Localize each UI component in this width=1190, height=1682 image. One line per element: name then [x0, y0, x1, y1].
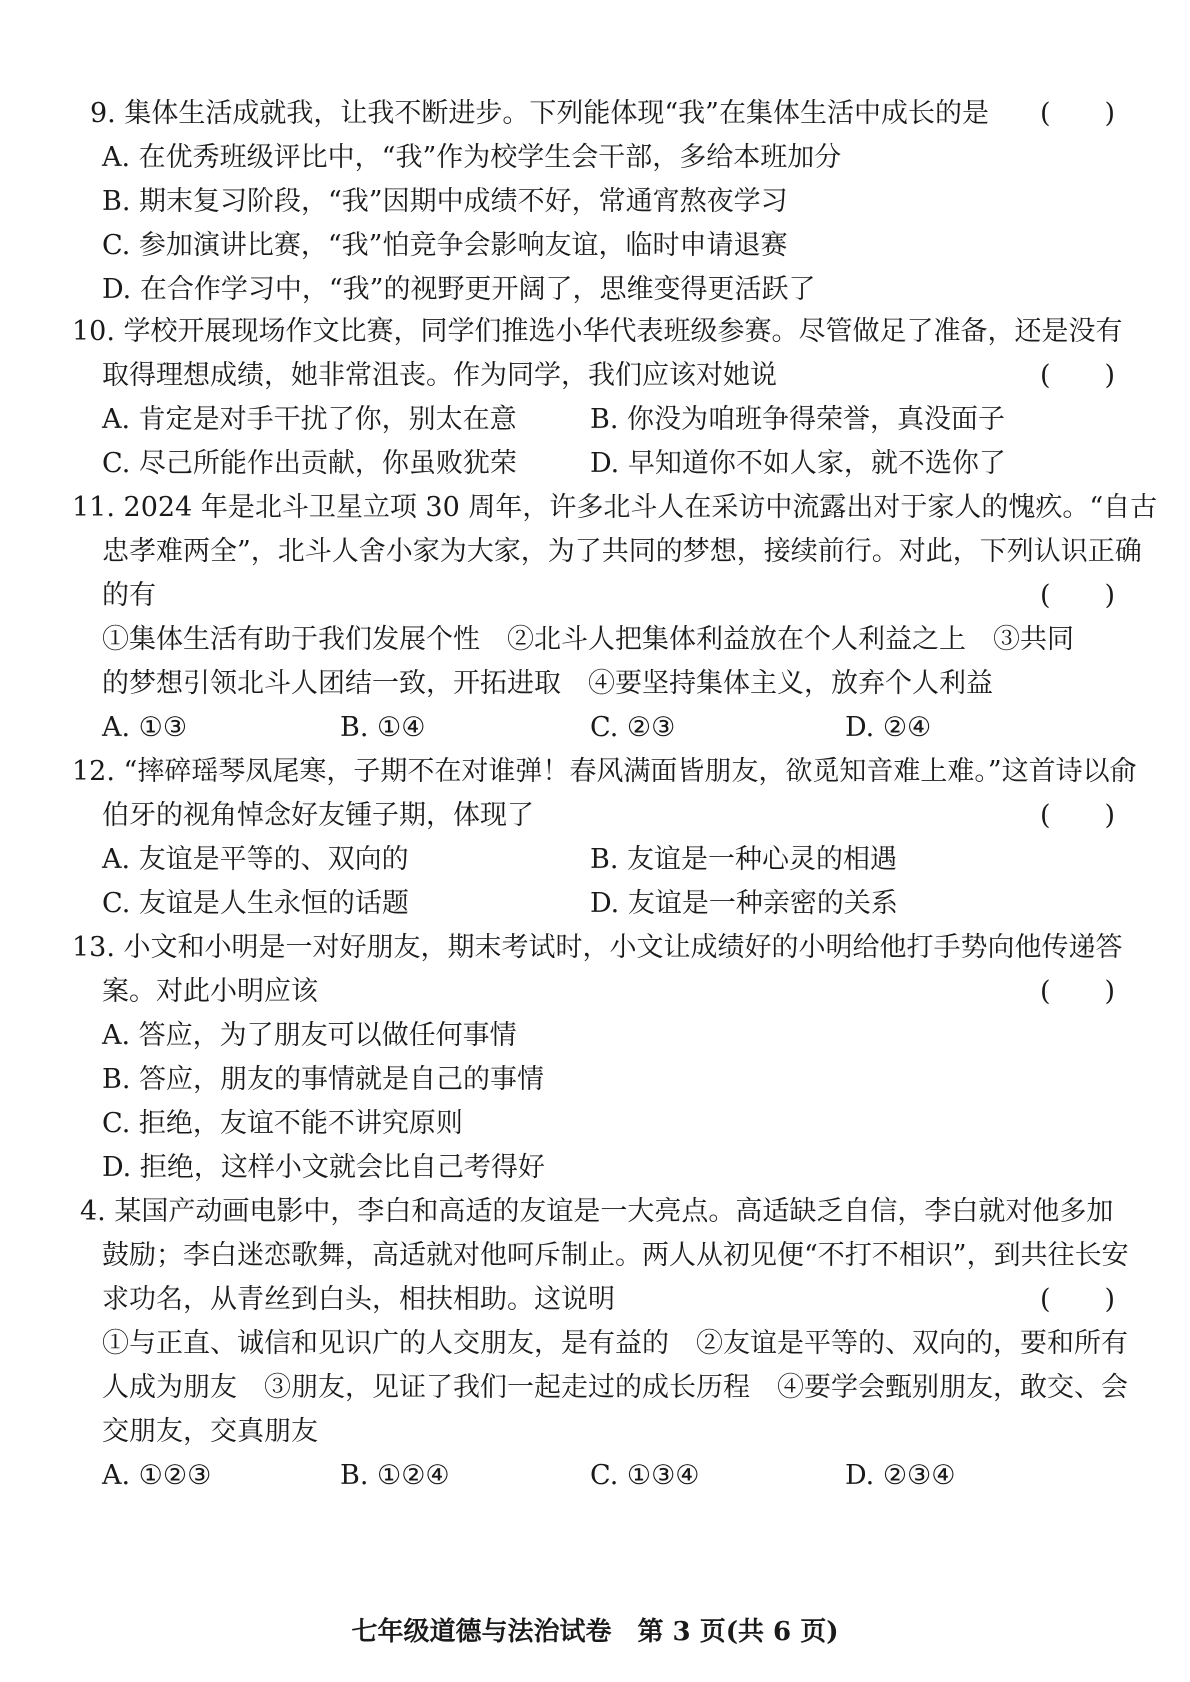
question-stem: 11. 2024 年是北斗卫星立项 30 周年，许多北斗人在采访中流露出对于家人的愧疚。“自古 — [72, 492, 1158, 523]
statement-items: 交朋友，交真朋友 — [102, 1416, 318, 1447]
option-a: A. ①②③ — [102, 1460, 212, 1491]
option-b: B. ①④ — [340, 712, 426, 743]
option-c: C. 尽己所能作出贡献，你虽败犹荣 — [102, 448, 517, 479]
option-c: C. 友谊是人生永恒的话题 — [102, 888, 409, 919]
statement-items: 人成为朋友 ③朋友，见证了我们一起走过的成长历程 ④要学会甄别朋友，敢交、会 — [102, 1372, 1128, 1403]
question-stem: 取得理想成绩，她非常沮丧。作为同学，我们应该对她说 — [102, 360, 777, 391]
option-c: C. 拒绝，友谊不能不讲究原则 — [102, 1108, 463, 1139]
option-d: D. ②④ — [845, 712, 932, 743]
option-c: C. ②③ — [590, 712, 676, 743]
option-b: B. 答应，朋友的事情就是自己的事情 — [102, 1064, 545, 1095]
answer-bracket: ( ) — [1040, 800, 1116, 831]
option-b: B. 期末复习阶段，“我”因期中成绩不好，常通宵熬夜学习 — [102, 186, 788, 217]
option-a: A. 友谊是平等的、双向的 — [102, 844, 409, 875]
option-d: D. 友谊是一种亲密的关系 — [590, 888, 898, 919]
option-b: B. 友谊是一种心灵的相遇 — [590, 844, 898, 875]
option-a: A. ①③ — [102, 712, 188, 743]
statement-items: ①与正直、诚信和见识广的人交朋友，是有益的 ②友谊是平等的、双向的，要和所有 — [102, 1328, 1128, 1359]
question-stem: 13. 小文和小明是一对好朋友，期末考试时，小文让成绩好的小明给他打手势向他传递答 — [72, 932, 1123, 963]
answer-bracket: ( ) — [1040, 1284, 1116, 1315]
option-a: A. 肯定是对手干扰了你，别太在意 — [102, 404, 517, 435]
option-d: D. ②③④ — [845, 1460, 956, 1491]
question-stem: 案。对此小明应该 — [102, 976, 318, 1007]
page-footer: 七年级道德与法治试卷 第 3 页(共 6 页) — [351, 1617, 839, 1647]
question-stem: 求功名，从青丝到白头，相扶相助。这说明 — [102, 1284, 615, 1315]
question-stem: 10. 学校开展现场作文比赛，同学们推选小华代表班级参赛。尽管做足了准备，还是没有 — [72, 316, 1123, 347]
option-b: B. 你没为咱班争得荣誉，真没面子 — [590, 404, 1006, 435]
question-stem: 伯牙的视角悼念好友锺子期，体现了 — [102, 800, 534, 831]
question-stem: 12. “摔碎瑶琴凤尾寒，子期不在对谁弹！春风满面皆朋友，欲觅知音难上难。”这首诗以俞 — [72, 756, 1137, 787]
question-stem: 9. 集体生活成就我，让我不断进步。下列能体现“我”在集体生活中成长的是 — [90, 98, 989, 129]
question-stem: 4. 某国产动画电影中，李白和高适的友谊是一大亮点。高适缺乏自信，李白就对他多加 — [80, 1196, 1114, 1227]
option-d: D. 早知道你不如人家，就不选你了 — [590, 448, 1006, 479]
answer-bracket: ( ) — [1040, 98, 1116, 129]
statement-items: ①集体生活有助于我们发展个性 ②北斗人把集体利益放在个人利益之上 ③共同 — [102, 624, 1074, 655]
question-stem: 忠孝难两全”，北斗人舍小家为大家，为了共同的梦想，接续前行。对此，下列认识正确 — [102, 536, 1142, 567]
answer-bracket: ( ) — [1040, 580, 1116, 611]
question-stem: 鼓励；李白迷恋歌舞，高适就对他呵斥制止。两人从初见便“不打不相识”，到共往长安 — [102, 1240, 1129, 1271]
option-c: C. ①③④ — [590, 1460, 700, 1491]
statement-items: 的梦想引领北斗人团结一致，开拓进取 ④要坚持集体主义，放弃个人利益 — [102, 668, 993, 699]
option-a: A. 答应，为了朋友可以做任何事情 — [102, 1020, 517, 1051]
option-d: D. 拒绝，这样小文就会比自己考得好 — [102, 1152, 545, 1183]
option-c: C. 参加演讲比赛，“我”怕竞争会影响友谊，临时申请退赛 — [102, 230, 788, 261]
question-stem: 的有 — [102, 580, 156, 611]
option-d: D. 在合作学习中，“我”的视野更开阔了，思维变得更活跃了 — [102, 274, 816, 305]
option-b: B. ①②④ — [340, 1460, 450, 1491]
answer-bracket: ( ) — [1040, 360, 1116, 391]
answer-bracket: ( ) — [1040, 976, 1116, 1007]
option-a: A. 在优秀班级评比中，“我”作为校学生会干部，多给本班加分 — [102, 142, 842, 173]
